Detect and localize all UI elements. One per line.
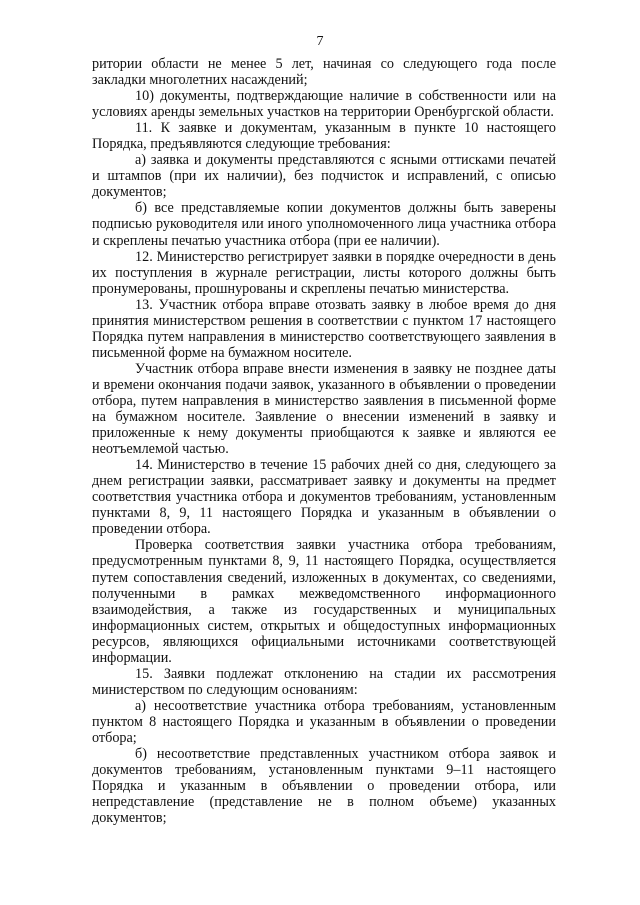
page-number: 7	[316, 34, 324, 49]
paragraph: Проверка соответствия заявки участника отбора требованиям, предусмотренным пунктами 8, 9, 11 настоящего Порядка, осуществляется путем сопоставления сведений, изложенных в документах, со сведениями, полученными в рамках межведомственного информационного взаимодействия, а также из государственных и муниципальных информационных систем, открытых и общедоступных информационных ресурсов, являющихся официальными источниками соответствующей информации.	[92, 537, 556, 666]
paragraph: б) несоответствие представленных участником отбора заявок и документов требованиям, установленным пунктами 9–11 настоящего Порядка и указанным в объявлении о проведении отбора, или непредставление (представление не в полном объеме) указанных документов;	[92, 746, 556, 827]
paragraph: б) все представляемые копии документов должны быть заверены подписью руководителя или иного уполномоченного лица участника отбора и скреплены печатью участника отбора (при ее наличии).	[92, 200, 556, 249]
paragraph: 10) документы, подтверждающие наличие в собственности или на условиях аренды земельных участков на территории Оренбургской области.	[92, 88, 556, 121]
paragraph: а) заявка и документы представляются с ясными оттисками печатей и штампов (при их наличии), без подчисток и исправлений, с описью документов;	[92, 152, 556, 201]
paragraph: 12. Министерство регистрирует заявки в порядке очередности в день их поступления в журнале регистрации, листы которого должны быть пронумерованы, прошнурованы и скреплены печатью министерства.	[92, 248, 556, 297]
paragraph: Участник отбора вправе внести изменения в заявку не позднее даты и времени окончания подачи заявок, указанного в объявлении о проведении отбора, путем направления в министерство заявления в письменной форме на бумажном носителе. Заявление о внесении изменений в заявку и приложенные к нему документы приобщаются к заявке и являются ее неотъемлемой частью.	[92, 360, 556, 458]
paragraph: 15. Заявки подлежат отклонению на стадии их рассмотрения министерством по следующим основаниям:	[92, 665, 556, 698]
paragraph: 13. Участник отбора вправе отозвать заявку в любое время до дня принятия министерством решения в соответствии с пунктом 17 настоящего Порядка путем направления в министерство соответствующего заявления в письменной форме на бумажном носителе.	[92, 296, 556, 361]
paragraph: 11. К заявке и документам, указанным в пункте 10 настоящего Порядка, предъявляются следующие требования:	[92, 120, 556, 153]
paragraph: ритории области не менее 5 лет, начиная со следующего года после закладки многолетних насаждений;	[92, 56, 556, 89]
paragraph: а) несоответствие участника отбора требованиям, установленным пунктом 8 настоящего Порядка и указанным в объявлении о проведении отбора;	[92, 697, 556, 746]
document-body	[92, 56, 556, 826]
paragraph: 14. Министерство в течение 15 рабочих дней со дня, следующего за днем регистрации заявки, рассматривает заявку и документы на предмет соответствия участника отбора и документов требованиям, установленным пунктами 8, 9, 11 настоящего Порядка и указанным в объявлении о проведении отбора.	[92, 457, 556, 538]
